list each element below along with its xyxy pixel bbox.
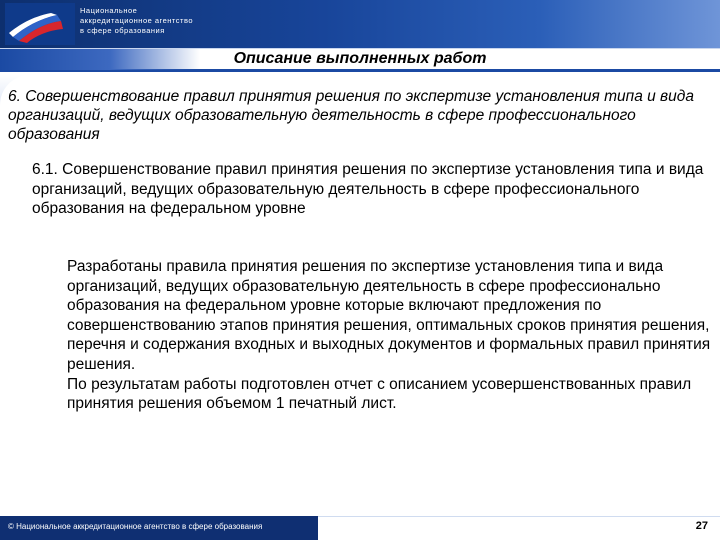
title-bar xyxy=(0,48,720,72)
copyright-text: © Национальное аккредитационное агентство в сфере образования xyxy=(8,522,263,531)
body-paragraph-2: По результатам работы подготовлен отчет с описанием усовершенствованных правил принятия решения объемом 1 печатный лист. xyxy=(67,375,692,413)
page-title: Описание выполненных работ xyxy=(233,50,487,67)
footer-bar xyxy=(0,516,720,540)
section-subheading: 6.1. Совершенствование правил принятия решения по экспертизе установления типа и вида организаций, ведущих образовательную деятельность в сфере профессионального образования на федеральном уровне xyxy=(32,161,704,217)
header-bar xyxy=(0,0,720,48)
org-name-line-2: аккредитационное агентство xyxy=(80,16,194,25)
org-name-line-1: Национальное xyxy=(80,6,138,15)
org-name-line-3: в сфере образования xyxy=(80,26,165,35)
organization-name xyxy=(80,6,193,36)
page-number: 27 xyxy=(695,520,708,532)
body-paragraph-1: Разработаны правила принятия решения по экспертизе установления типа и вида организаций, ведущих образовательную деятельность в сфере профессионально образования на федеральном уровне которые включают предложения по совершенствованию этапов принятия решения, оптимальных сроков принятия решения, перечня и содержания входных и выходных документов и формальных правил принятия решения. xyxy=(67,258,711,373)
section-heading: 6. Совершенствование правил принятия решения по экспертизе установления типа и вида организаций, ведущих образовательную деятельность в сфере профессионального образования xyxy=(8,88,694,143)
footer-left xyxy=(0,516,318,540)
body-text xyxy=(67,257,717,414)
flag-logo-icon xyxy=(5,3,75,45)
footer-right xyxy=(318,516,720,540)
